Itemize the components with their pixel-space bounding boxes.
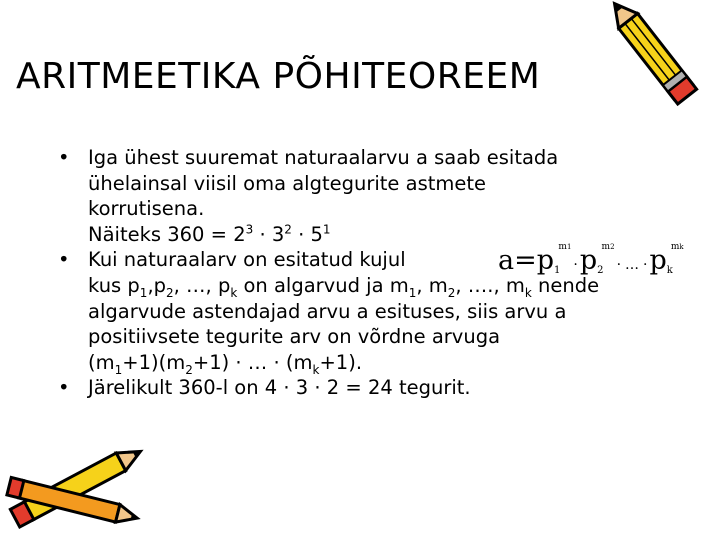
formula-p: p <box>649 245 667 277</box>
pencils-clipart-icon <box>0 440 170 540</box>
slide-title: ARITMEETIKA PÕHITEOREEM <box>16 56 541 97</box>
bullet-1-line-1: Iga ühest suuremat naturaalarvu a saab esitada <box>88 146 559 169</box>
subscript: k <box>524 285 532 300</box>
subscript: 1 <box>114 362 123 377</box>
bullet-marker: • <box>58 146 70 169</box>
bullet-1 <box>58 145 658 247</box>
text: +1) · … · (m <box>192 350 313 374</box>
example-text: Näiteks 360 = 2 <box>88 222 246 246</box>
bullet-marker: • <box>58 248 70 272</box>
prime-factorization-formula <box>498 235 684 284</box>
bullet-2-line-3: algarvude astendajad arvu a esituses, siis arvu a <box>88 299 567 323</box>
formula-p: p <box>536 245 555 277</box>
subscript: k <box>312 362 320 377</box>
bullet-3 <box>58 375 658 401</box>
subscript: k <box>230 285 238 300</box>
example-text: · 3 <box>253 222 285 246</box>
example-exponent: 2 <box>284 222 292 237</box>
subscript: 1 <box>408 285 417 300</box>
example-text: · 5 <box>291 222 323 246</box>
formula-exponent <box>602 242 615 252</box>
subscript: 2 <box>166 285 174 300</box>
formula-exponent <box>558 242 571 252</box>
formula-exp-sub: 2 <box>610 243 615 252</box>
bullet-3-line-1: Järelikult 360-l on 4 · 3 · 2 = 24 tegurit. <box>88 376 471 400</box>
formula-subscript: 1 <box>554 265 561 277</box>
formula-dot: · <box>643 257 648 274</box>
text: , …, p <box>173 273 231 297</box>
example-exponent: 3 <box>245 222 254 237</box>
text: (m <box>88 350 115 374</box>
formula-ellipsis: … <box>625 257 640 274</box>
subscript: 2 <box>447 285 456 300</box>
formula-exp-sub: k <box>679 243 684 252</box>
formula-lhs: a= <box>498 245 537 277</box>
subscript: 2 <box>185 362 193 377</box>
formula-exponent <box>671 242 684 252</box>
bullet-2-line-4: positiivsete tegurite arv on võrdne arvuga <box>88 325 501 349</box>
bullet-2-line-5 <box>88 350 658 376</box>
bullet-2-text: Kui naturaalarv on esitatud kujul <box>88 248 406 272</box>
text: , …., m <box>455 273 525 297</box>
bullet-1-line-2: ühelainsal viisil oma algtegurite astmete <box>88 171 487 195</box>
text: nende <box>531 273 600 297</box>
subscript: 1 <box>139 285 148 300</box>
bullet-2 <box>58 242 684 377</box>
formula-dot: · <box>616 257 622 274</box>
bullet-marker: • <box>58 376 70 400</box>
formula-exp-m: m <box>670 242 680 253</box>
text: on algarvud ja m <box>237 273 409 297</box>
formula-exp-m: m <box>558 242 567 253</box>
formula-exp-m: m <box>601 242 611 253</box>
formula-subscript: 2 <box>597 265 604 277</box>
bullet-2-line-1 <box>88 242 684 277</box>
bullet-1-line-3: korrutisena. <box>88 197 205 221</box>
text: +1)(m <box>122 350 186 374</box>
formula-p: p <box>579 245 598 277</box>
text: kus p <box>88 273 140 297</box>
text: , m <box>416 273 448 297</box>
formula-subscript: k <box>666 265 673 277</box>
pencil-clipart-icon <box>590 0 720 115</box>
formula-dot: · <box>573 257 578 274</box>
text: ,p <box>147 273 167 297</box>
content-body <box>58 145 684 401</box>
example-exponent: 1 <box>322 222 331 237</box>
formula-exp-sub: 1 <box>566 243 572 252</box>
text: +1). <box>319 350 363 374</box>
